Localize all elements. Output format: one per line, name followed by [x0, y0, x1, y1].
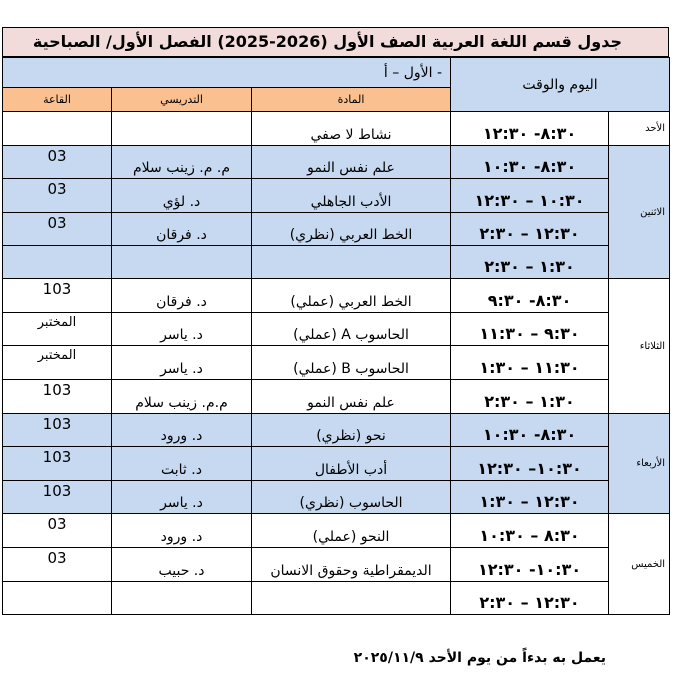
schedule-table — [2, 57, 670, 615]
time-cell: ٨:٣٠- ١٢:٣٠ — [451, 112, 609, 146]
teacher-cell: د. ياسر — [112, 346, 252, 380]
title-year-term: (2026-2025) الفصل الأول/ — [106, 32, 328, 51]
room-cell: 03 — [3, 146, 112, 179]
room-cell: 103 — [3, 380, 112, 414]
teacher-cell: د. ورود — [112, 514, 252, 548]
teacher-cell — [112, 582, 252, 615]
room-cell: 03 — [3, 179, 112, 213]
room-cell: 103 — [3, 414, 112, 447]
subject-cell: أدب الأطفال — [252, 447, 451, 481]
subject-cell: الخط العربي (عملي) — [252, 279, 451, 313]
subject-cell: الأدب الجاهلي — [252, 179, 451, 213]
subject-cell: النحو (عملي) — [252, 514, 451, 548]
table-row — [3, 380, 670, 414]
room-cell — [3, 582, 112, 615]
time-cell: ٨:٣٠- ١٠:٣٠ — [451, 414, 609, 447]
subject-cell: نحو (نظري) — [252, 414, 451, 447]
title-main: جدول قسم اللغة العربية — [431, 32, 622, 51]
teacher-cell: م. م. زينب سلام — [112, 146, 252, 179]
time-cell: ١٠:٣٠- ١٢:٣٠ — [451, 548, 609, 582]
teacher-cell: د. ثابت — [112, 447, 252, 481]
table-row — [3, 582, 670, 615]
teacher-cell: د. ورود — [112, 414, 252, 447]
table-row — [3, 246, 670, 279]
subject-cell: علم نفس النمو — [252, 380, 451, 414]
room-cell: 103 — [3, 481, 112, 514]
time-cell: ٨:٣٠- ٩:٣٠ — [451, 279, 609, 313]
subject-header: المادة — [252, 88, 451, 112]
table-row — [3, 146, 670, 179]
room-cell — [3, 246, 112, 279]
schedule-title — [2, 27, 669, 57]
table-row — [3, 346, 670, 380]
subject-cell: نشاط لا صفي — [252, 112, 451, 146]
teacher-cell: م.م. زينب سلام — [112, 380, 252, 414]
subject-cell: الحاسوب B (عملي) — [252, 346, 451, 380]
day-cell: الاثنين — [609, 146, 670, 279]
table-row — [3, 514, 670, 548]
time-cell: ٩:٣٠ – ١١:٣٠ — [451, 313, 609, 346]
time-cell: ٨:٣٠- ١٠:٣٠ — [451, 146, 609, 179]
teacher-cell — [112, 246, 252, 279]
table-row — [3, 548, 670, 582]
teacher-cell: د. فرقان — [112, 213, 252, 246]
room-header: القاعة — [3, 88, 112, 112]
header-row-group — [3, 58, 670, 88]
room-cell: المختبر — [3, 313, 112, 346]
title-class: الصف الأول — [333, 32, 427, 51]
day-cell: الخميس — [609, 514, 670, 615]
table-row — [3, 313, 670, 346]
day-time-header: اليوم والوقت — [451, 58, 670, 112]
day-cell: الأحد — [609, 112, 670, 146]
teacher-cell: د. ياسر — [112, 481, 252, 514]
day-cell: الثلاثاء — [609, 279, 670, 414]
room-cell — [3, 112, 112, 146]
room-cell: 103 — [3, 447, 112, 481]
room-cell: 103 — [3, 279, 112, 313]
table-row — [3, 447, 670, 481]
subject-cell: الخط العربي (نظري) — [252, 213, 451, 246]
time-cell: ١:٣٠ – ٢:٣٠ — [451, 246, 609, 279]
room-cell: 03 — [3, 514, 112, 548]
time-cell: ١١:٣٠ – ١:٣٠ — [451, 346, 609, 380]
effective-date-note: يعمل به بدءاً من يوم الأحد ٢٠٢٥/١١/٩ — [353, 650, 606, 666]
teacher-cell — [112, 112, 252, 146]
time-cell: ١:٣٠ – ٢:٣٠ — [451, 380, 609, 414]
room-cell: 03 — [3, 213, 112, 246]
subject-cell: الحاسوب A (عملي) — [252, 313, 451, 346]
group-header: الأول – أ - — [3, 58, 451, 88]
time-cell: ١٢:٣٠ – ١:٣٠ — [451, 481, 609, 514]
table-row — [3, 279, 670, 313]
subject-cell: علم نفس النمو — [252, 146, 451, 179]
subject-cell: الحاسوب (نظري) — [252, 481, 451, 514]
table-row — [3, 414, 670, 447]
table-row — [3, 213, 670, 246]
table-row — [3, 112, 670, 146]
day-cell: الأربعاء — [609, 414, 670, 514]
subject-cell: الديمقراطية وحقوق الانسان — [252, 548, 451, 582]
teacher-cell: د. لؤي — [112, 179, 252, 213]
table-row — [3, 481, 670, 514]
teacher-cell: د. حبيب — [112, 548, 252, 582]
teacher-header: التدريسي — [112, 88, 252, 112]
subject-cell — [252, 246, 451, 279]
subject-cell — [252, 582, 451, 615]
time-cell: ١٢:٣٠ – ٢:٣٠ — [451, 582, 609, 615]
title-shift: الصباحية — [32, 32, 101, 51]
time-cell: ٨:٣٠ – ١٠:٣٠ — [451, 514, 609, 548]
teacher-cell: د. فرقان — [112, 279, 252, 313]
table-row — [3, 179, 670, 213]
room-cell: المختبر — [3, 346, 112, 380]
teacher-cell: د. ياسر — [112, 313, 252, 346]
time-cell: ١٠:٣٠ – ١٢:٣٠ — [451, 179, 609, 213]
room-cell: 03 — [3, 548, 112, 582]
time-cell: ١٢:٣٠ – ٢:٣٠ — [451, 213, 609, 246]
time-cell: ١٠:٣٠– ١٢:٣٠ — [451, 447, 609, 481]
